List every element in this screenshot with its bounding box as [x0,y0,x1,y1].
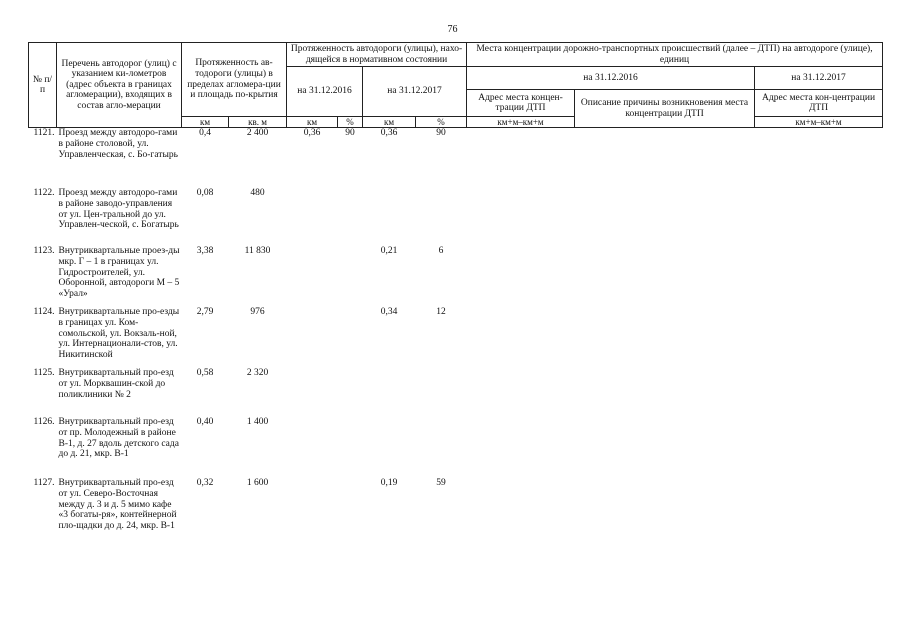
norm-km-2016 [287,417,338,478]
road-name: Внутриквартальный про-езд от ул. Северо-Восточная между д. 3 и д. 5 мимо кафе «3 богаты-ря», контейнерной пло-щадки до д. 24, мкр. В-1 [58,478,177,531]
unit-pct-2017: % [416,117,467,128]
norm-pct-2016: 90 [345,128,355,139]
table-row [29,417,883,478]
unit-range-2016: км+м–км+м [467,117,575,128]
norm-km-2017: 0,21 [380,246,398,257]
length-km: 0,32 [196,478,214,489]
length-km: 0,40 [196,417,214,428]
table-row [29,368,883,417]
row-number: 1124. [33,307,55,318]
norm-km-2016 [287,478,338,554]
header-length: Протяженность ав-тодороги (улицы) в пределах агломера-ции и площадь по-крытия [182,43,287,117]
header-dtp-reason-2016: Описание причины возникновения места концентрации ДТП [575,90,755,128]
row-number: 1122. [33,188,55,199]
table-row [29,128,883,189]
header-normative: Протяженность автодороги (улицы), нахо-дящейся в нормативном состоянии [287,43,467,67]
road-name: Внутриквартальные проез-ды мкр. Г – 1 в границах ул. Гидростроителей, ул. Оборонной, автодороги М – 5 «Урал» [58,246,180,299]
area-sqm: 1 600 [246,478,269,489]
row-number: 1121. [33,128,55,139]
norm-pct-2017 [416,188,467,246]
length-km: 0,4 [199,128,211,139]
header-road-list: Перечень автодорог (улиц) с указанием ки-лометров (адрес объекта в границах агломерации), входящих в состав агло-мерации [57,43,182,128]
header-norm-2016: на 31.12.2016 [287,67,363,117]
norm-pct-2016 [338,478,363,554]
length-km: 0,58 [196,368,214,379]
row-number: 1123. [33,246,55,257]
norm-pct-2016 [338,307,363,368]
table-row [29,307,883,368]
norm-pct-2016 [338,246,363,307]
area-sqm: 976 [250,307,265,318]
norm-pct-2017 [416,417,467,478]
row-number: 1126. [33,417,55,428]
road-name: Внутриквартальные про-езды в границах ул. Ком-сомольской, ул. Вокзаль-ной, ул. Интернационали-стов, ул. Никитинской [58,307,180,360]
header-dtp-addr-2017: Адрес места кон-центрации ДТП [755,90,883,117]
norm-km-2016 [287,246,338,307]
unit-pct-2016: % [338,117,363,128]
road-name: Проезд между автодоро-гами в районе заводо-управления от ул. Цен-тральной до ул. Управлен-ческой, с. Богатырь [58,188,179,231]
area-sqm: 480 [250,188,265,199]
unit-sqm: кв. м [229,117,287,128]
length-km: 2,79 [196,307,214,318]
header-dtp: Места концентрации дорожно-транспортных происшествий (далее – ДТП) на автодороге (улице), единиц [467,43,883,67]
norm-km-2017 [363,368,416,417]
table-row [29,478,883,554]
unit-km: км [182,117,229,128]
road-name: Внутриквартальный про-езд от пр. Молодежный в районе В-1, д. 27 вдоль детского сада до д. 21, мкр. В-1 [58,417,179,460]
area-sqm: 2 320 [246,368,269,379]
table-row [29,246,883,307]
norm-pct-2016 [338,417,363,478]
area-sqm: 1 400 [246,417,269,428]
norm-km-2017 [363,188,416,246]
norm-pct-2017: 6 [438,246,444,257]
page-number: 76 [447,24,458,35]
norm-km-2017: 0,34 [380,307,398,318]
unit-km-2016: км [287,117,338,128]
norm-km-2017: 0,19 [380,478,398,489]
length-km: 3,38 [196,246,214,257]
norm-pct-2017: 59 [436,478,446,489]
road-register-table [28,42,883,554]
unit-range-2017: км+м–км+м [755,117,883,128]
header-dtp-2016: на 31.12.2016 [467,67,755,90]
norm-pct-2016 [338,188,363,246]
unit-km-2017: км [363,117,416,128]
header-dtp-2017: на 31.12.2017 [755,67,883,90]
norm-km-2017: 0,36 [380,128,398,139]
norm-km-2016 [287,307,338,368]
row-number: 1127. [33,478,55,489]
norm-pct-2017 [416,368,467,417]
norm-km-2016 [287,188,338,246]
norm-km-2017 [363,417,416,478]
norm-pct-2016 [338,368,363,417]
row-number: 1125. [33,368,55,379]
road-name: Проезд между автодоро-гами в районе столовой, ул. Управленческая, с. Бо-гатырь [58,128,178,160]
header-norm-2017: на 31.12.2017 [363,67,467,117]
header-dtp-addr-2016: Адрес места концен-трации ДТП [467,90,575,117]
norm-pct-2017: 90 [436,128,446,139]
norm-pct-2017: 12 [436,307,446,318]
length-km: 0,08 [196,188,214,199]
road-name: Внутриквартальный про-езд от ул. Морквашин-ской до поликлиники № 2 [58,368,174,400]
norm-km-2016: 0,36 [303,128,321,139]
area-sqm: 2 400 [246,128,269,139]
header-num: № п/п [29,43,57,128]
norm-km-2016 [287,368,338,417]
area-sqm: 11 830 [244,246,271,257]
table-row [29,188,883,246]
